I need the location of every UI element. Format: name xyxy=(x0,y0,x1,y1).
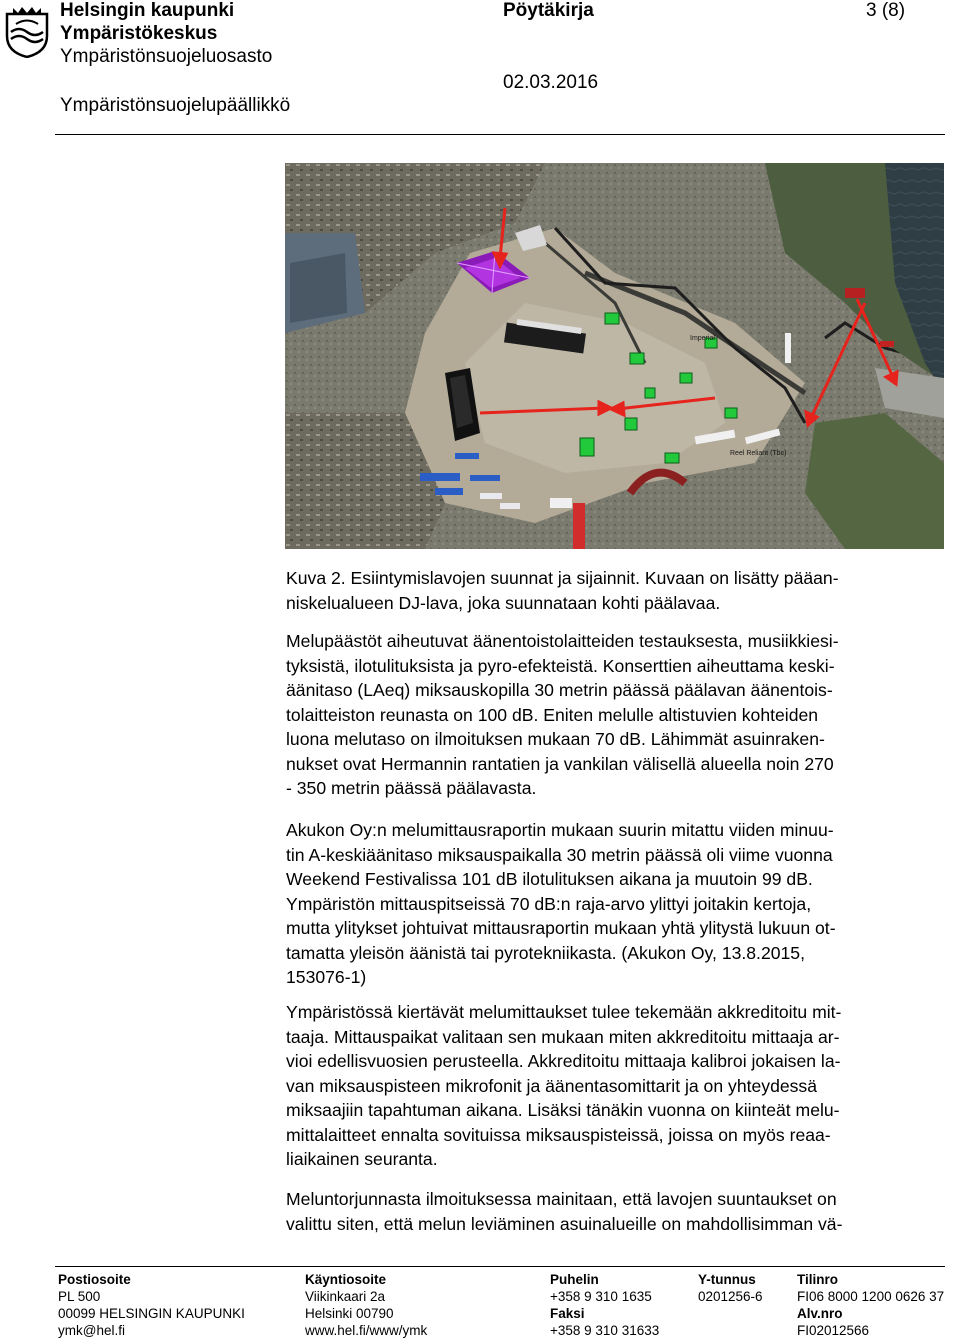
text-line: Weekend Festivalissa 101 dB ilotulituksen aikana ja muutoin 99 dB. xyxy=(286,869,813,889)
footer-value: PL 500 xyxy=(58,1289,101,1304)
text-line: tolaitteiston reunasta on 100 dB. Eniten melulle altistuvien kohteiden xyxy=(286,704,819,725)
text-line: taaja. Mittauspaikat valitaan sen mukaan miten akkreditoitu mittaaja ar- xyxy=(286,1026,840,1047)
footer-heading: Y-tunnus xyxy=(698,1272,756,1287)
text-line: Ympäristön mittauspitseissä 70 dB:n raja-arvo ylittyi joitakin kertoja, xyxy=(286,893,812,914)
footer-visiting-address xyxy=(305,1271,427,1339)
footer-value: FI06 8000 1200 0626 37 xyxy=(797,1289,945,1304)
map-label-reel-reliant: Reel Reliant (Tbc) xyxy=(730,450,787,457)
paragraph-roaming-measurements xyxy=(286,1000,946,1172)
text-line: valittu siten, että melun leviäminen asuinalueille on mahdollisimman vä- xyxy=(286,1213,843,1234)
paragraph-measurement-report xyxy=(286,818,946,990)
page-number: 3 (8) xyxy=(866,0,906,21)
aerial-site-map xyxy=(285,163,944,549)
document-date: 02.03.2016 xyxy=(503,72,599,93)
caption-line-1: Kuva 2. Esiintymislavojen suunnat ja sijainnit. Kuvaan on lisätty pääan- xyxy=(286,568,839,588)
text-line: tamatta yleisön äänistä tai pyrotekniikasta. (Akukon Oy, 13.8.2015, xyxy=(286,942,805,963)
footer-value: 00099 HELSINGIN KAUPUNKI xyxy=(58,1306,245,1321)
footer-heading: Tilinro xyxy=(797,1272,839,1287)
footer-divider xyxy=(55,1266,945,1267)
text-line: Melupäästöt aiheutuvat äänentoistolaitteiden testauksesta, musiikkiesi- xyxy=(286,631,839,651)
footer-value: Helsinki 00790 xyxy=(305,1306,394,1321)
text-line: mittalaitteet ennalta sovituissa miksauspisteissä, joissa on myös reaa- xyxy=(286,1124,831,1145)
text-line: - 350 metrin päässä päälavasta. xyxy=(286,778,537,798)
text-line: Akukon Oy:n melumittausraportin mukaan suurin mitattu viiden minuu- xyxy=(286,820,834,840)
department-name: Ympäristökeskus xyxy=(60,23,218,44)
footer-heading: Alv.nro xyxy=(797,1306,843,1321)
city-crest-logo xyxy=(4,4,50,58)
footer-heading: Käyntiosoite xyxy=(305,1272,387,1287)
paragraph-noise-abatement xyxy=(286,1187,946,1236)
figure-caption xyxy=(286,566,946,615)
footer-value: +358 9 310 1635 xyxy=(550,1289,652,1304)
caption-line-2: niskelualueen DJ-lava, joka suunnataan kohti päälavaa. xyxy=(286,592,721,613)
text-line: 153076-1) xyxy=(286,967,367,987)
text-line: Ympäristössä kiertävät melumittaukset tulee tekemään akkreditoitu mit- xyxy=(286,1002,842,1022)
header-divider xyxy=(55,134,945,135)
footer-value: +358 9 310 31633 xyxy=(550,1323,660,1338)
document-type: Pöytäkirja xyxy=(503,0,594,21)
paragraph-noise-sources xyxy=(286,629,946,801)
footer-heading: Postiosoite xyxy=(58,1272,131,1287)
org-name: Helsingin kaupunki xyxy=(60,0,235,21)
footer-heading: Faksi xyxy=(550,1306,585,1321)
footer-heading: Puhelin xyxy=(550,1272,599,1287)
map-label-imperial: Imperial xyxy=(690,335,715,342)
text-line: tin A-keskiäänitaso miksauspaikalla 30 metrin päässä oli viime vuonna xyxy=(286,844,833,865)
text-line: liaikainen seuranta. xyxy=(286,1149,438,1169)
text-line: van miksauspisteen mikrofonit ja äänentasomittarit ja on yhteydessä xyxy=(286,1075,818,1096)
footer-postal-address xyxy=(58,1271,245,1339)
text-line: Meluntorjunnasta ilmoituksessa mainitaan, että lavojen suuntaukset on xyxy=(286,1189,837,1209)
role-name: Ympäristönsuojelupäällikkö xyxy=(60,95,291,116)
text-line: luona melutaso on ilmoituksen mukaan 70 dB. Lähimmät asuinraken- xyxy=(286,729,825,749)
footer-website-link[interactable]: www.hel.fi/www/ymk xyxy=(305,1323,428,1338)
footer-phone xyxy=(550,1271,659,1339)
text-line: tyksistä, ilotulituksista ja pyro-efekteistä. Konserttien aiheuttama keski- xyxy=(286,655,835,676)
text-line: mutta ylitykset johtuivat mittausraportin mukaan yhtä ylitystä lukuun ot- xyxy=(286,918,836,938)
footer-value: Viikinkaari 2a xyxy=(305,1289,386,1304)
footer-value: FI02012566 xyxy=(797,1323,870,1338)
unit-name: Ympäristönsuojeluosasto xyxy=(60,46,273,67)
footer-email-link[interactable]: ymk@hel.fi xyxy=(58,1323,125,1338)
text-line: miksaajiin tapahtuman aikana. Lisäksi tänäkin vuonna on kiinteät melu- xyxy=(286,1100,840,1120)
text-line: nukset ovat Hermannin rantatien ja vankilan välisellä alueella noin 270 xyxy=(286,753,834,774)
footer-business-id xyxy=(698,1271,763,1305)
footer-bank-account xyxy=(797,1271,944,1339)
footer-value: 0201256-6 xyxy=(698,1289,763,1304)
text-line: äänitaso (LAeq) miksauskopilla 30 metrin päässä päälavan äänentois- xyxy=(286,680,833,700)
text-line: vioi edellisvuosien perusteella. Akkreditoitu mittaaja kalibroi jokaisen la- xyxy=(286,1051,841,1071)
